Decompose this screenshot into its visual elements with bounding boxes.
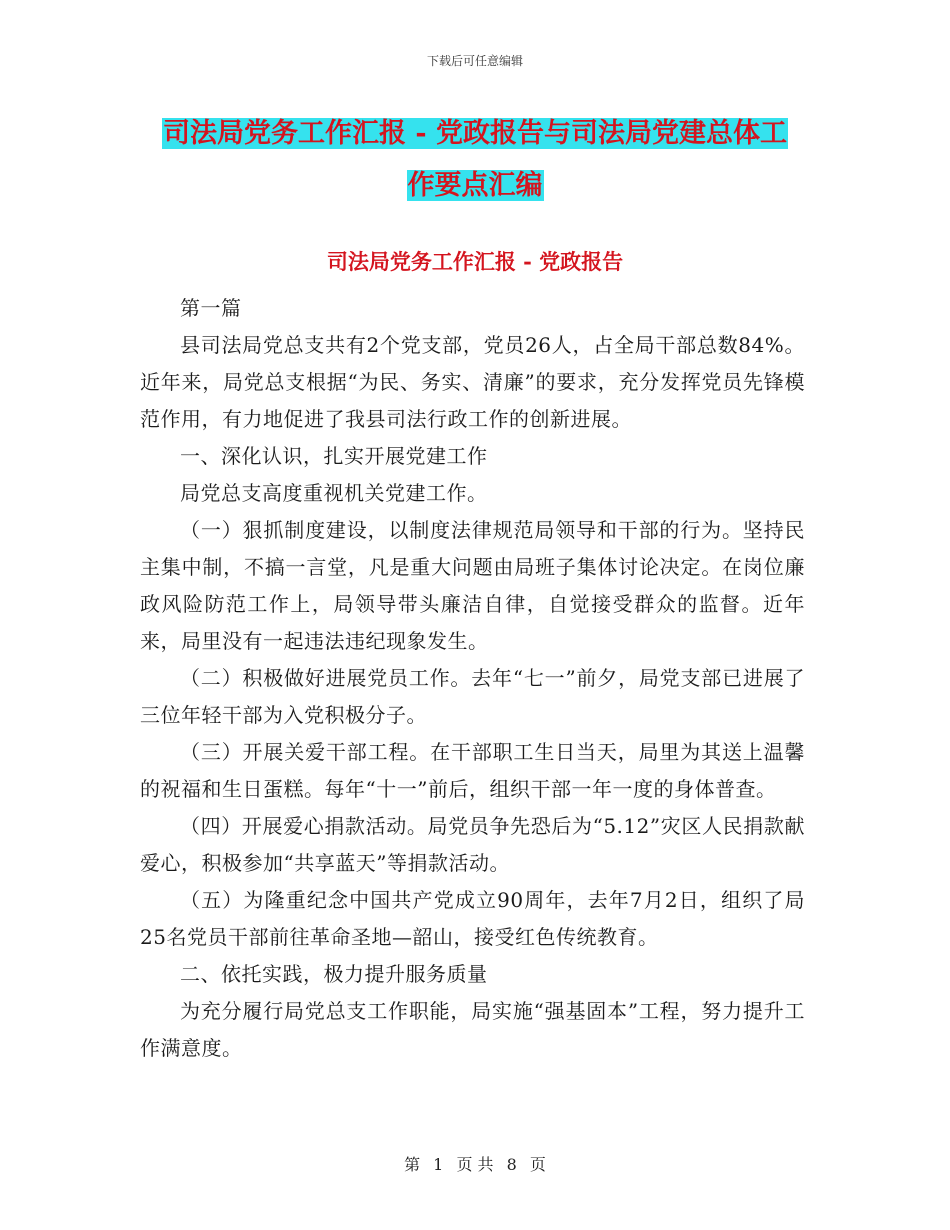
paragraph: （五）为隆重纪念中国共产党成立90周年，去年7月2日，组织了局25名党员干部前往革命圣地—韶山，接受红色传统教育。 (140, 888, 805, 949)
paragraph: 第一篇 (180, 296, 242, 320)
footer-suffix: 页 (529, 1155, 546, 1174)
paragraph: （二）积极做好进展党员工作。去年“七一”前夕，局党支部已进展了三位年轻干部为入党积极分子。 (140, 666, 805, 727)
paragraph: （四）开展爱心捐款活动。局党员争先恐后为“5.12”灾区人民捐款献爱心，积极参加“共享蓝天”等捐款活动。 (140, 814, 805, 875)
footer-prefix: 第 (404, 1155, 421, 1174)
title-line-1: 司法局党务工作汇报 - 党政报告与司法局党建总体工 (162, 118, 787, 149)
page-number: 1 (433, 1155, 444, 1174)
paragraph: 二、依托实践，极力提升服务质量 (180, 962, 488, 986)
paragraph: 一、深化认识，扎实开展党建工作 (180, 444, 488, 468)
title-line-2: 作要点汇编 (407, 170, 543, 201)
footer-mid: 页 共 (456, 1155, 494, 1174)
page-footer (0, 1152, 950, 1175)
paragraph: 县司法局党总支共有2个党支部，党员26人，占全局干部总数84%。近年来，局党总支根据“为民、务实、清廉”的要求，充分发挥党员先锋模范作用，有力地促进了我县司法行政工作的创新进展。 (140, 333, 805, 431)
page-total: 8 (506, 1155, 517, 1174)
paragraph: （三）开展关爱干部工程。在干部职工生日当天，局里为其送上温馨的祝福和生日蛋糕。每年“十一”前后，组织干部一年一度的身体普查。 (140, 740, 805, 801)
section-title: 司法局党务工作汇报 - 党政报告 (326, 249, 624, 274)
paragraph: （一）狠抓制度建设，以制度法律规范局领导和干部的行为。坚持民主集中制，不搞一言堂，凡是重大问题由局班子集体讨论决定。在岗位廉政风险防范工作上，局领导带头廉洁自律，自觉接受群众的监督。近年来，局里没有一起违法违纪现象发生。 (140, 518, 805, 653)
header-note: 下载后可任意编辑 (426, 54, 523, 68)
document-body (140, 290, 805, 1067)
document-title (0, 108, 950, 212)
paragraph: 为充分履行局党总支工作职能，局实施“强基固本”工程，努力提升工作满意度。 (140, 999, 805, 1060)
paragraph: 局党总支高度重视机关党建工作。 (180, 481, 488, 505)
